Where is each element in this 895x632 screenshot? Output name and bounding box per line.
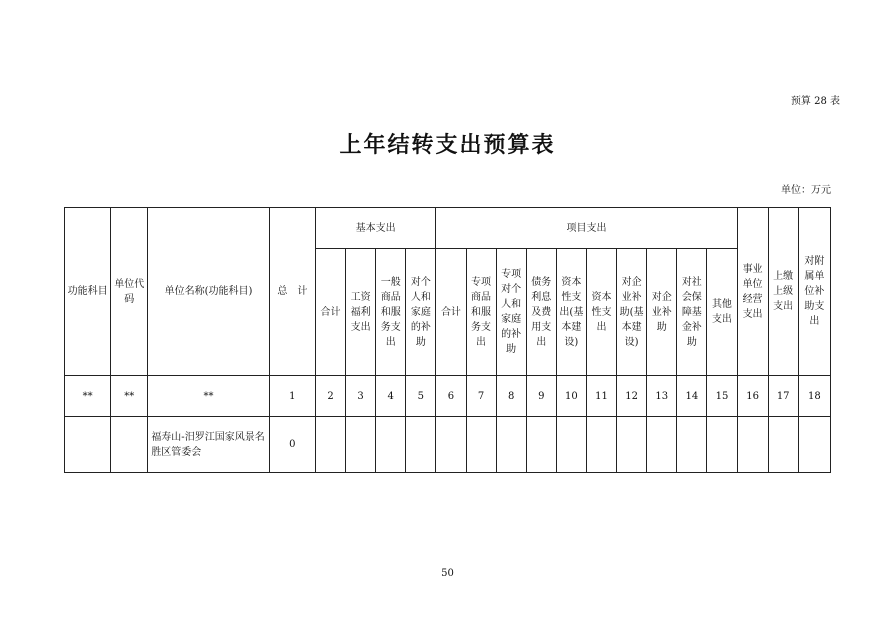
basic-col-header: 一般商品和服务支出 [376, 249, 406, 376]
marker-cell: 13 [647, 376, 677, 417]
marker-cell: ** [65, 376, 111, 417]
basic-col-header: 工资福利支出 [346, 249, 376, 376]
page-number: 50 [441, 568, 454, 579]
empty-cell [556, 417, 586, 473]
basic-col-header: 合计 [315, 249, 345, 376]
marker-cell: 10 [556, 376, 586, 417]
marker-cell: 14 [677, 376, 707, 417]
form-number: 预算 28 表 [790, 96, 840, 107]
empty-cell [376, 417, 406, 473]
col-business-header: 事业单位经营支出 [737, 208, 768, 376]
unit-label: 单位：万元 [781, 185, 831, 196]
marker-cell: 11 [586, 376, 616, 417]
col-upper-header: 上缴上级支出 [768, 208, 798, 376]
project-col-header: 对企业补助(基本建设) [617, 249, 647, 376]
empty-cell [436, 417, 466, 473]
project-col-header: 资本性支出(基本建设) [556, 249, 586, 376]
header-row-1 [65, 208, 831, 249]
marker-cell: 7 [466, 376, 496, 417]
project-col-header: 其他支出 [707, 249, 737, 376]
marker-cell: 9 [526, 376, 556, 417]
empty-cell [315, 417, 345, 473]
marker-cell: 1 [269, 376, 315, 417]
marker-cell: 16 [737, 376, 768, 417]
empty-cell [647, 417, 677, 473]
empty-cell [346, 417, 376, 473]
table-row [65, 417, 831, 473]
empty-cell [617, 417, 647, 473]
project-col-header: 对企业补助 [647, 249, 677, 376]
marker-cell: ** [148, 376, 269, 417]
marker-cell: 18 [798, 376, 830, 417]
group-project-header: 项目支出 [436, 208, 737, 249]
project-col-header: 合计 [436, 249, 466, 376]
col-func-code-header: 功能科目 [65, 208, 111, 376]
col-affiliated-header: 对附属单位补助支出 [798, 208, 830, 376]
col-total-header: 总 计 [269, 208, 315, 376]
total-cell: 0 [269, 417, 315, 473]
func-code-cell [65, 417, 111, 473]
col-unit-code-header: 单位代码 [111, 208, 148, 376]
budget-table [64, 207, 831, 473]
col-unit-name-header: 单位名称(功能科目) [148, 208, 269, 376]
project-col-header: 对社会保障基金补助 [677, 249, 707, 376]
project-col-header: 债务利息及费用支出 [526, 249, 556, 376]
empty-cell [466, 417, 496, 473]
unit-name-cell: 福寿山-汨罗江国家风景名胜区管委会 [148, 417, 269, 473]
basic-col-header: 对个人和家庭的补助 [406, 249, 436, 376]
project-col-header: 专项商品和服务支出 [466, 249, 496, 376]
marker-cell: 15 [707, 376, 737, 417]
empty-cell [768, 417, 798, 473]
empty-cell [677, 417, 707, 473]
marker-cell: 8 [496, 376, 526, 417]
page-title: 上年结转支出预算表 [339, 133, 556, 158]
project-col-header: 资本性支出 [586, 249, 616, 376]
marker-cell: 17 [768, 376, 798, 417]
empty-cell [406, 417, 436, 473]
empty-cell [737, 417, 768, 473]
marker-cell: 12 [617, 376, 647, 417]
marker-cell: ** [111, 376, 148, 417]
marker-cell: 6 [436, 376, 466, 417]
empty-cell [586, 417, 616, 473]
empty-cell [707, 417, 737, 473]
group-basic-header: 基本支出 [315, 208, 435, 249]
marker-cell: 4 [376, 376, 406, 417]
marker-cell: 3 [346, 376, 376, 417]
marker-cell: 5 [406, 376, 436, 417]
project-col-header: 专项对个人和家庭的补助 [496, 249, 526, 376]
marker-row [65, 376, 831, 417]
empty-cell [798, 417, 830, 473]
unit-code-cell [111, 417, 148, 473]
marker-cell: 2 [315, 376, 345, 417]
empty-cell [526, 417, 556, 473]
empty-cell [496, 417, 526, 473]
